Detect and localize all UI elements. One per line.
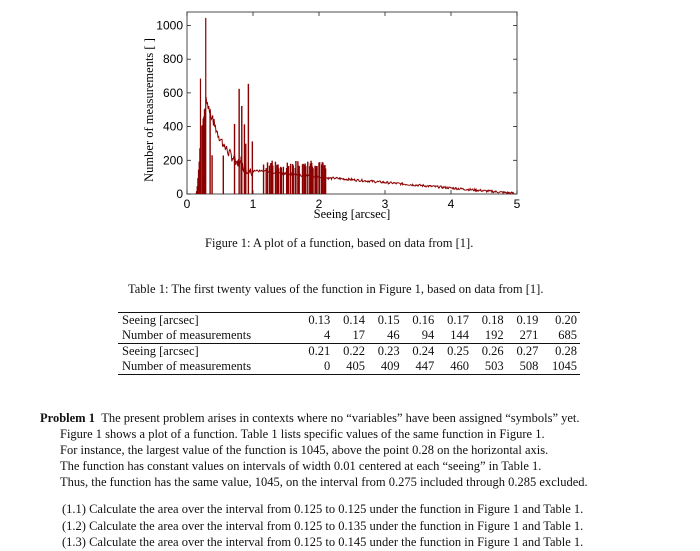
chart-bar <box>267 162 268 194</box>
problem-text: The present problem arises in contexts where no “variables” have been assigned “symbols” yet. <box>101 411 580 425</box>
table-row <box>118 313 580 329</box>
problem-line: For instance, the largest value of the function is 1045, above the point 0.28 on the horizontal axis. <box>60 443 549 457</box>
seeing-histogram-chart <box>140 10 540 225</box>
question-list <box>62 501 583 551</box>
x-tick-label: 4 <box>447 197 455 211</box>
problem-line: Thus, the function has the same value, 1045, on the interval from 0.275 included through 0.285 excluded. <box>60 475 588 489</box>
x-axis-label: Seeing [arcsec] <box>313 207 391 221</box>
table-cell: 0.23 <box>368 344 403 360</box>
plot-frame <box>187 12 517 194</box>
chart-bar <box>316 166 317 194</box>
table-row <box>118 359 580 375</box>
table-cell: 17 <box>352 328 365 342</box>
chart-bar <box>288 166 289 194</box>
chart-bar <box>272 165 273 194</box>
table-cell: 0.28 <box>541 344 580 360</box>
problem-statement <box>40 410 680 490</box>
chart-bar <box>211 155 212 194</box>
table-row <box>118 328 580 344</box>
axis-ticks <box>156 12 520 211</box>
chart-bar <box>252 141 253 194</box>
chart-bar <box>241 106 242 194</box>
table-cell: 0.20 <box>541 313 580 329</box>
chart-bar <box>287 163 288 194</box>
table-cell: 0.13 <box>299 313 334 329</box>
chart-bar <box>244 124 245 194</box>
question-item: (1.3) Calculate the area over the interval from 0.125 to 0.145 under the function in Figure 1 and Table 1. <box>62 535 584 549</box>
table-cell: 0.14 <box>333 313 368 329</box>
table-cell: 685 <box>558 328 577 342</box>
table-cell: 0.15 <box>368 313 403 329</box>
row-label: Number of measurements <box>118 359 299 375</box>
y-tick-label: 800 <box>162 52 183 67</box>
x-tick-label: 1 <box>249 197 257 211</box>
table-cell: 503 <box>472 359 507 375</box>
table-cell: 0.16 <box>403 313 438 329</box>
question-item: (1.2) Calculate the area over the interval from 0.125 to 0.135 under the function in Figure 1 and Table 1. <box>62 518 584 533</box>
table-cell: 4 <box>324 328 331 342</box>
x-tick-label: 3 <box>381 197 389 211</box>
chart-bar <box>305 166 306 194</box>
table-cell: 0.21 <box>299 344 334 360</box>
y-axis-label: Number of measurements [ ] <box>142 38 156 182</box>
problem-line <box>40 410 680 426</box>
chart-bar <box>200 79 201 194</box>
chart-bar <box>209 110 210 194</box>
table-cell: 0.24 <box>403 344 438 360</box>
table-cell: 46 <box>387 328 400 342</box>
chart-bar <box>238 89 239 194</box>
table-cell: 144 <box>450 328 469 342</box>
table-cell: 0.19 <box>507 313 542 329</box>
chart-bar <box>312 168 313 194</box>
chart-bar <box>295 161 296 194</box>
chart-bar <box>299 166 300 194</box>
table-caption: Table 1: The first twenty values of the function in Figure 1, based on data from [1]. <box>128 282 544 296</box>
y-tick-label: 0 <box>176 187 183 201</box>
question-item: (1.1) Calculate the area over the interval from 0.125 to 0.125 under the function in Figure 1 and Table 1. <box>62 502 584 516</box>
chart-bar <box>266 168 267 194</box>
table-cell: 405 <box>333 359 368 375</box>
chart-bar <box>223 155 224 194</box>
x-tick-label: 5 <box>513 197 521 211</box>
chart-bar <box>283 167 284 194</box>
y-tick-label: 200 <box>162 153 183 168</box>
chart-bar <box>281 168 282 194</box>
chart-bar <box>263 165 264 194</box>
table-cell: 0.27 <box>507 344 542 360</box>
chart-bar <box>248 84 249 194</box>
histogram-bars <box>195 18 326 194</box>
table-cell: 460 <box>437 359 472 375</box>
table-cell: 94 <box>421 328 435 342</box>
table-cell: 0.22 <box>333 344 368 360</box>
table-cell: 0 <box>299 359 334 375</box>
table-cell: 271 <box>519 328 539 342</box>
figure-caption: Figure 1: A plot of a function, based on data from [1]. <box>205 236 474 250</box>
row-label: Number of measurements <box>122 328 252 342</box>
y-tick-label: 400 <box>162 119 183 134</box>
row-label: Seeing [arcsec] <box>118 344 299 360</box>
values-table <box>118 312 580 375</box>
chart-bar <box>293 165 294 194</box>
chart-bar <box>205 18 206 194</box>
table-cell: 192 <box>484 328 504 342</box>
table-cell: 447 <box>403 359 438 375</box>
problem-line: Figure 1 shows a plot of a function. Table 1 lists specific values of the same function in Figure 1. <box>60 427 545 441</box>
table-cell: 0.17 <box>437 313 472 329</box>
y-tick-label: 1000 <box>156 18 183 33</box>
table-cell: 1045 <box>541 359 580 375</box>
table-cell: 0.26 <box>472 344 507 360</box>
table-cell: 0.18 <box>472 313 507 329</box>
x-tick-label: 0 <box>183 197 191 211</box>
chart-bar <box>325 168 326 194</box>
table-cell: 508 <box>507 359 542 375</box>
chart-bar <box>275 165 276 194</box>
chart-bar <box>290 164 291 194</box>
chart-bar <box>302 164 303 194</box>
table-cell: 409 <box>368 359 403 375</box>
problem-heading: Problem 1 <box>40 411 95 425</box>
problem-line: The function has constant values on intervals of width 0.01 centered at each “seeing” in Table 1. <box>60 459 542 473</box>
table-cell: 0.25 <box>437 344 472 360</box>
row-label: Seeing [arcsec] <box>118 313 299 329</box>
table-row <box>118 344 580 360</box>
chart-bar <box>269 166 270 194</box>
x-tick-label: 2 <box>315 197 323 211</box>
y-tick-label: 600 <box>162 85 183 100</box>
